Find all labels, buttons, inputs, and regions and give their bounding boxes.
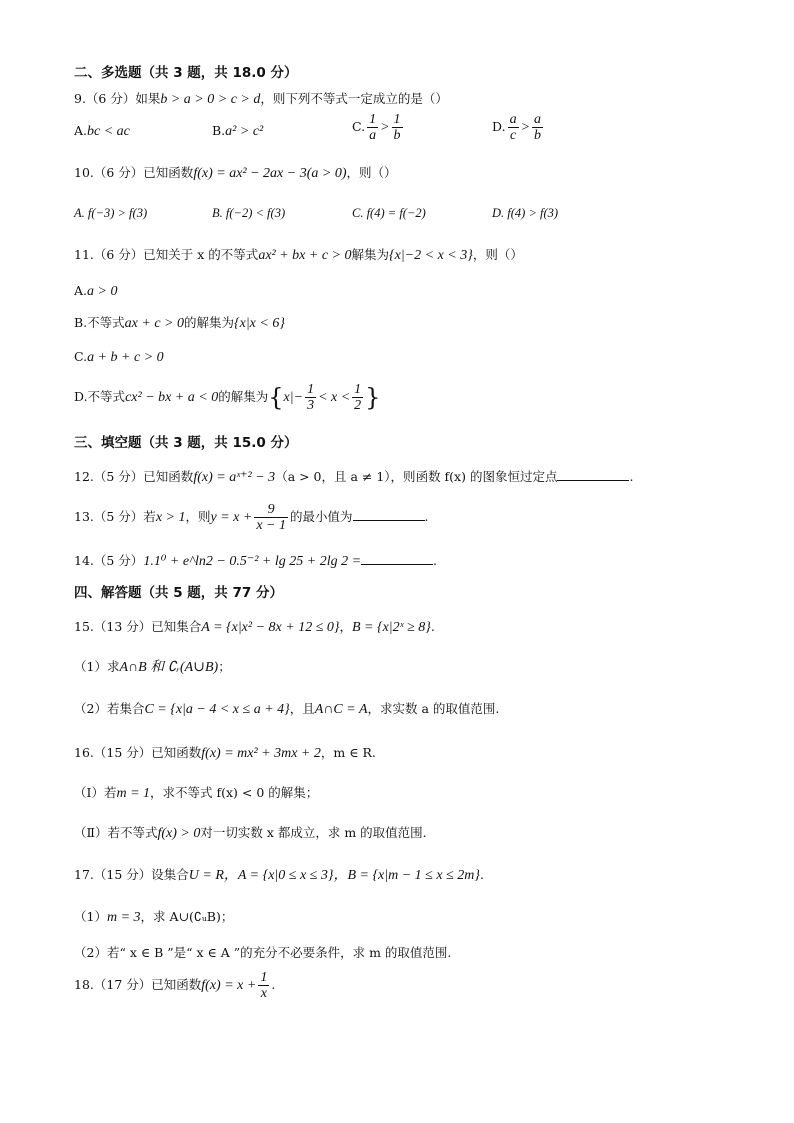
q15-p2-math2: A∩C = A xyxy=(314,702,368,717)
q9-d-den1: c xyxy=(509,128,517,143)
q9-option-d xyxy=(492,112,545,143)
q11-mid: 解集为 xyxy=(351,247,390,262)
q9-option-c-label: C. xyxy=(352,119,366,134)
q9-c-gt: > xyxy=(380,120,390,135)
q11-option-b-set: {x|x < 6} xyxy=(234,316,285,331)
q17-p1-tail: ，求 A∪(∁ᵤB)； xyxy=(140,909,234,924)
q10-option-c: C. f(4) = f(−2) xyxy=(352,206,426,220)
q11-tail: ，则（） xyxy=(472,247,523,262)
q12-stem: 12.（5 分）已知函数 xyxy=(74,469,194,484)
q9-d-num1: a xyxy=(509,112,517,127)
q11-d-lt: < x < xyxy=(318,390,351,405)
q9-d-num2: a xyxy=(534,112,542,127)
question-13 xyxy=(74,502,429,533)
q9-option-d-label: D. xyxy=(492,119,506,134)
q18-math: f(x) = x + xyxy=(201,978,257,993)
q14-math: 1.1⁰ + e^ln2 − 0.5⁻² + lg 25 + 2lg 2 = xyxy=(143,554,362,569)
q11-d-x: x|− xyxy=(283,390,304,405)
q13-num: 9 xyxy=(254,502,288,518)
q14-stem: 14.（5 分） xyxy=(74,553,144,568)
q12-math: f(x) = aˣ⁺² − 3 xyxy=(193,470,276,485)
q15-p2-math: C = {x|a − 4 < x ≤ a + 4} xyxy=(144,702,290,717)
q15-p2-mid: ，且 xyxy=(289,701,315,716)
q13-math: x > 1 xyxy=(155,510,186,525)
q11-option-a xyxy=(74,282,117,301)
q15-part-2 xyxy=(74,700,499,719)
q11-option-a-label: A. xyxy=(74,283,88,298)
q9-stem: 9.（6 分）如果 xyxy=(74,91,161,106)
q17-p1-label: （1） xyxy=(74,909,107,924)
q18-den: x xyxy=(260,986,267,1001)
q11-d-right-brace: } xyxy=(365,383,381,412)
q17-stem: 17.（15 分）设集合 xyxy=(74,867,189,882)
q9-option-a xyxy=(74,122,130,141)
q11-d-den2: 2 xyxy=(354,398,362,413)
q13-stem: 13.（5 分）若 xyxy=(74,509,156,524)
q15-sep: ， xyxy=(339,619,352,634)
q9-option-c xyxy=(352,112,405,143)
q11-option-a-math: a > 0 xyxy=(87,284,118,299)
q9-option-b-math: a² > c² xyxy=(225,124,264,139)
q16-tail: ，m ∈ R. xyxy=(320,745,376,760)
q9-c-num1: 1 xyxy=(369,112,377,127)
q11-option-b-mid: 的解集为 xyxy=(184,315,235,330)
q13-den: x − 1 xyxy=(256,518,286,533)
q13-math2: y = x + xyxy=(210,510,253,525)
question-14 xyxy=(74,552,437,571)
q14-end: . xyxy=(433,553,438,568)
q10-option-d: D. f(4) > f(3) xyxy=(492,206,559,220)
q10-option-b: B. f(−2) < f(3) xyxy=(212,206,286,220)
q11-d-den1: 3 xyxy=(307,398,315,413)
q15-p2-tail: ，求实数 a 的取值范围. xyxy=(367,701,500,716)
q13-answer-blank[interactable] xyxy=(353,508,425,521)
q11-option-c xyxy=(74,348,164,367)
q17-part-1 xyxy=(74,908,233,927)
q13-mid: ，则 xyxy=(185,509,211,524)
q15-p1-end: ； xyxy=(218,659,231,674)
question-9 xyxy=(74,90,448,109)
q16-p2-math: f(x) > 0 xyxy=(157,826,201,841)
q11-option-d-mid: 的解集为 xyxy=(218,389,269,404)
q17-math: U = R，A = {x|0 ≤ x ≤ 3}，B = {x|m − 1 ≤ x ≤ 2m} xyxy=(188,868,480,883)
question-12 xyxy=(74,468,633,487)
q16-p2-tail: 对一切实数 x 都成立，求 m 的取值范围. xyxy=(200,825,427,840)
q9-option-a-math: bc < ac xyxy=(87,124,130,139)
q11-set: {x|−2 < x < 3} xyxy=(389,248,473,263)
question-11 xyxy=(74,246,523,265)
question-10 xyxy=(74,164,397,183)
q14-answer-blank[interactable] xyxy=(361,552,433,565)
question-18 xyxy=(74,970,275,1001)
q11-option-b xyxy=(74,314,285,333)
q16-math: f(x) = mx² + 3mx + 2 xyxy=(201,746,321,761)
q11-option-b-math: ax + c > 0 xyxy=(124,316,184,331)
q11-stem: 11.（6 分）已知关于 x 的不等式 xyxy=(74,247,259,262)
q11-option-c-math: a + b + c > 0 xyxy=(87,350,164,365)
q9-d-den2: b xyxy=(534,128,542,143)
q18-end: . xyxy=(271,977,276,992)
question-15 xyxy=(74,618,435,637)
q11-option-d-label: D.不等式 xyxy=(74,389,126,404)
q16-p1-label: （Ⅰ）若 xyxy=(74,785,117,800)
q9-c-num2: 1 xyxy=(393,112,401,127)
q10-stem: 10.（6 分）已知函数 xyxy=(74,165,194,180)
q11-d-left-brace: { xyxy=(268,383,284,412)
q9-c-den1: a xyxy=(369,128,377,143)
q15-set-b: B = {x|2ˣ ≥ 8} xyxy=(352,620,431,635)
q11-option-d-math: cx² − bx + a < 0 xyxy=(125,390,219,405)
q11-option-d xyxy=(74,382,380,413)
q12-answer-blank[interactable] xyxy=(557,468,629,481)
q17-end: . xyxy=(479,867,484,882)
q15-p2-label: （2）若集合 xyxy=(74,701,145,716)
section-multiple-choice-title: 二、多选题（共 3 题，共 18.0 分） xyxy=(74,65,298,81)
q15-set-a: A = {x|x² − 8x + 12 ≤ 0} xyxy=(201,620,340,635)
q11-d-num1: 1 xyxy=(307,382,315,397)
q9-option-a-label: A. xyxy=(74,123,88,138)
q15-stem: 15.（13 分）已知集合 xyxy=(74,619,202,634)
q13-tail: 的最小值为 xyxy=(290,509,353,524)
q9-d-gt: > xyxy=(520,120,531,135)
q9-tail: ，则下列不等式一定成立的是（） xyxy=(260,91,448,106)
q18-stem: 18.（17 分）已知函数 xyxy=(74,977,202,992)
q9-math: b > a > 0 > c > d xyxy=(160,92,261,107)
q15-p1-label: （1）求 xyxy=(74,659,120,674)
q12-end: . xyxy=(629,469,634,484)
q9-option-b xyxy=(212,122,263,141)
q18-num: 1 xyxy=(260,970,268,985)
q12-cond: （a > 0，且 a ≠ 1），则函数 f(x) 的图象恒过定点 xyxy=(275,469,558,484)
q11-d-num2: 1 xyxy=(354,382,362,397)
section-answer-title: 四、解答题（共 5 题，共 77 分） xyxy=(74,585,283,601)
q16-p1-tail: ，求不等式 f(x) < 0 的解集； xyxy=(150,785,319,800)
q10-tail: ，则（） xyxy=(346,165,397,180)
q15-p1-math: A∩B 和 ∁ᵣ(A∪B) xyxy=(119,660,219,675)
q15-part-1 xyxy=(74,658,231,677)
q15-end: . xyxy=(430,619,435,634)
q16-part-2 xyxy=(74,824,427,843)
section-fill-in-title: 三、填空题（共 3 题，共 15.0 分） xyxy=(74,435,298,451)
q10-math: f(x) = ax² − 2ax − 3(a > 0) xyxy=(193,166,347,181)
q16-p1-math: m = 1 xyxy=(116,786,151,801)
q16-p2-label: （Ⅱ）若不等式 xyxy=(74,825,158,840)
q11-option-c-label: C. xyxy=(74,349,88,364)
q17-p1-math: m = 3 xyxy=(106,910,141,925)
q13-end: . xyxy=(424,509,429,524)
question-17 xyxy=(74,866,484,885)
q10-option-a: A. f(−3) > f(3) xyxy=(74,206,148,220)
q16-stem: 16.（15 分）已知函数 xyxy=(74,745,202,760)
q17-part-2: （2）若“ x ∈ B ”是“ x ∈ A ”的充分不必要条件，求 m 的取值范围. xyxy=(74,945,452,960)
q11-option-b-label: B.不等式 xyxy=(74,315,125,330)
q16-part-1 xyxy=(74,784,318,803)
q9-c-den2: b xyxy=(393,128,401,143)
q9-option-b-label: B. xyxy=(212,123,226,138)
q11-math: ax² + bx + c > 0 xyxy=(258,248,352,263)
question-16 xyxy=(74,744,376,763)
